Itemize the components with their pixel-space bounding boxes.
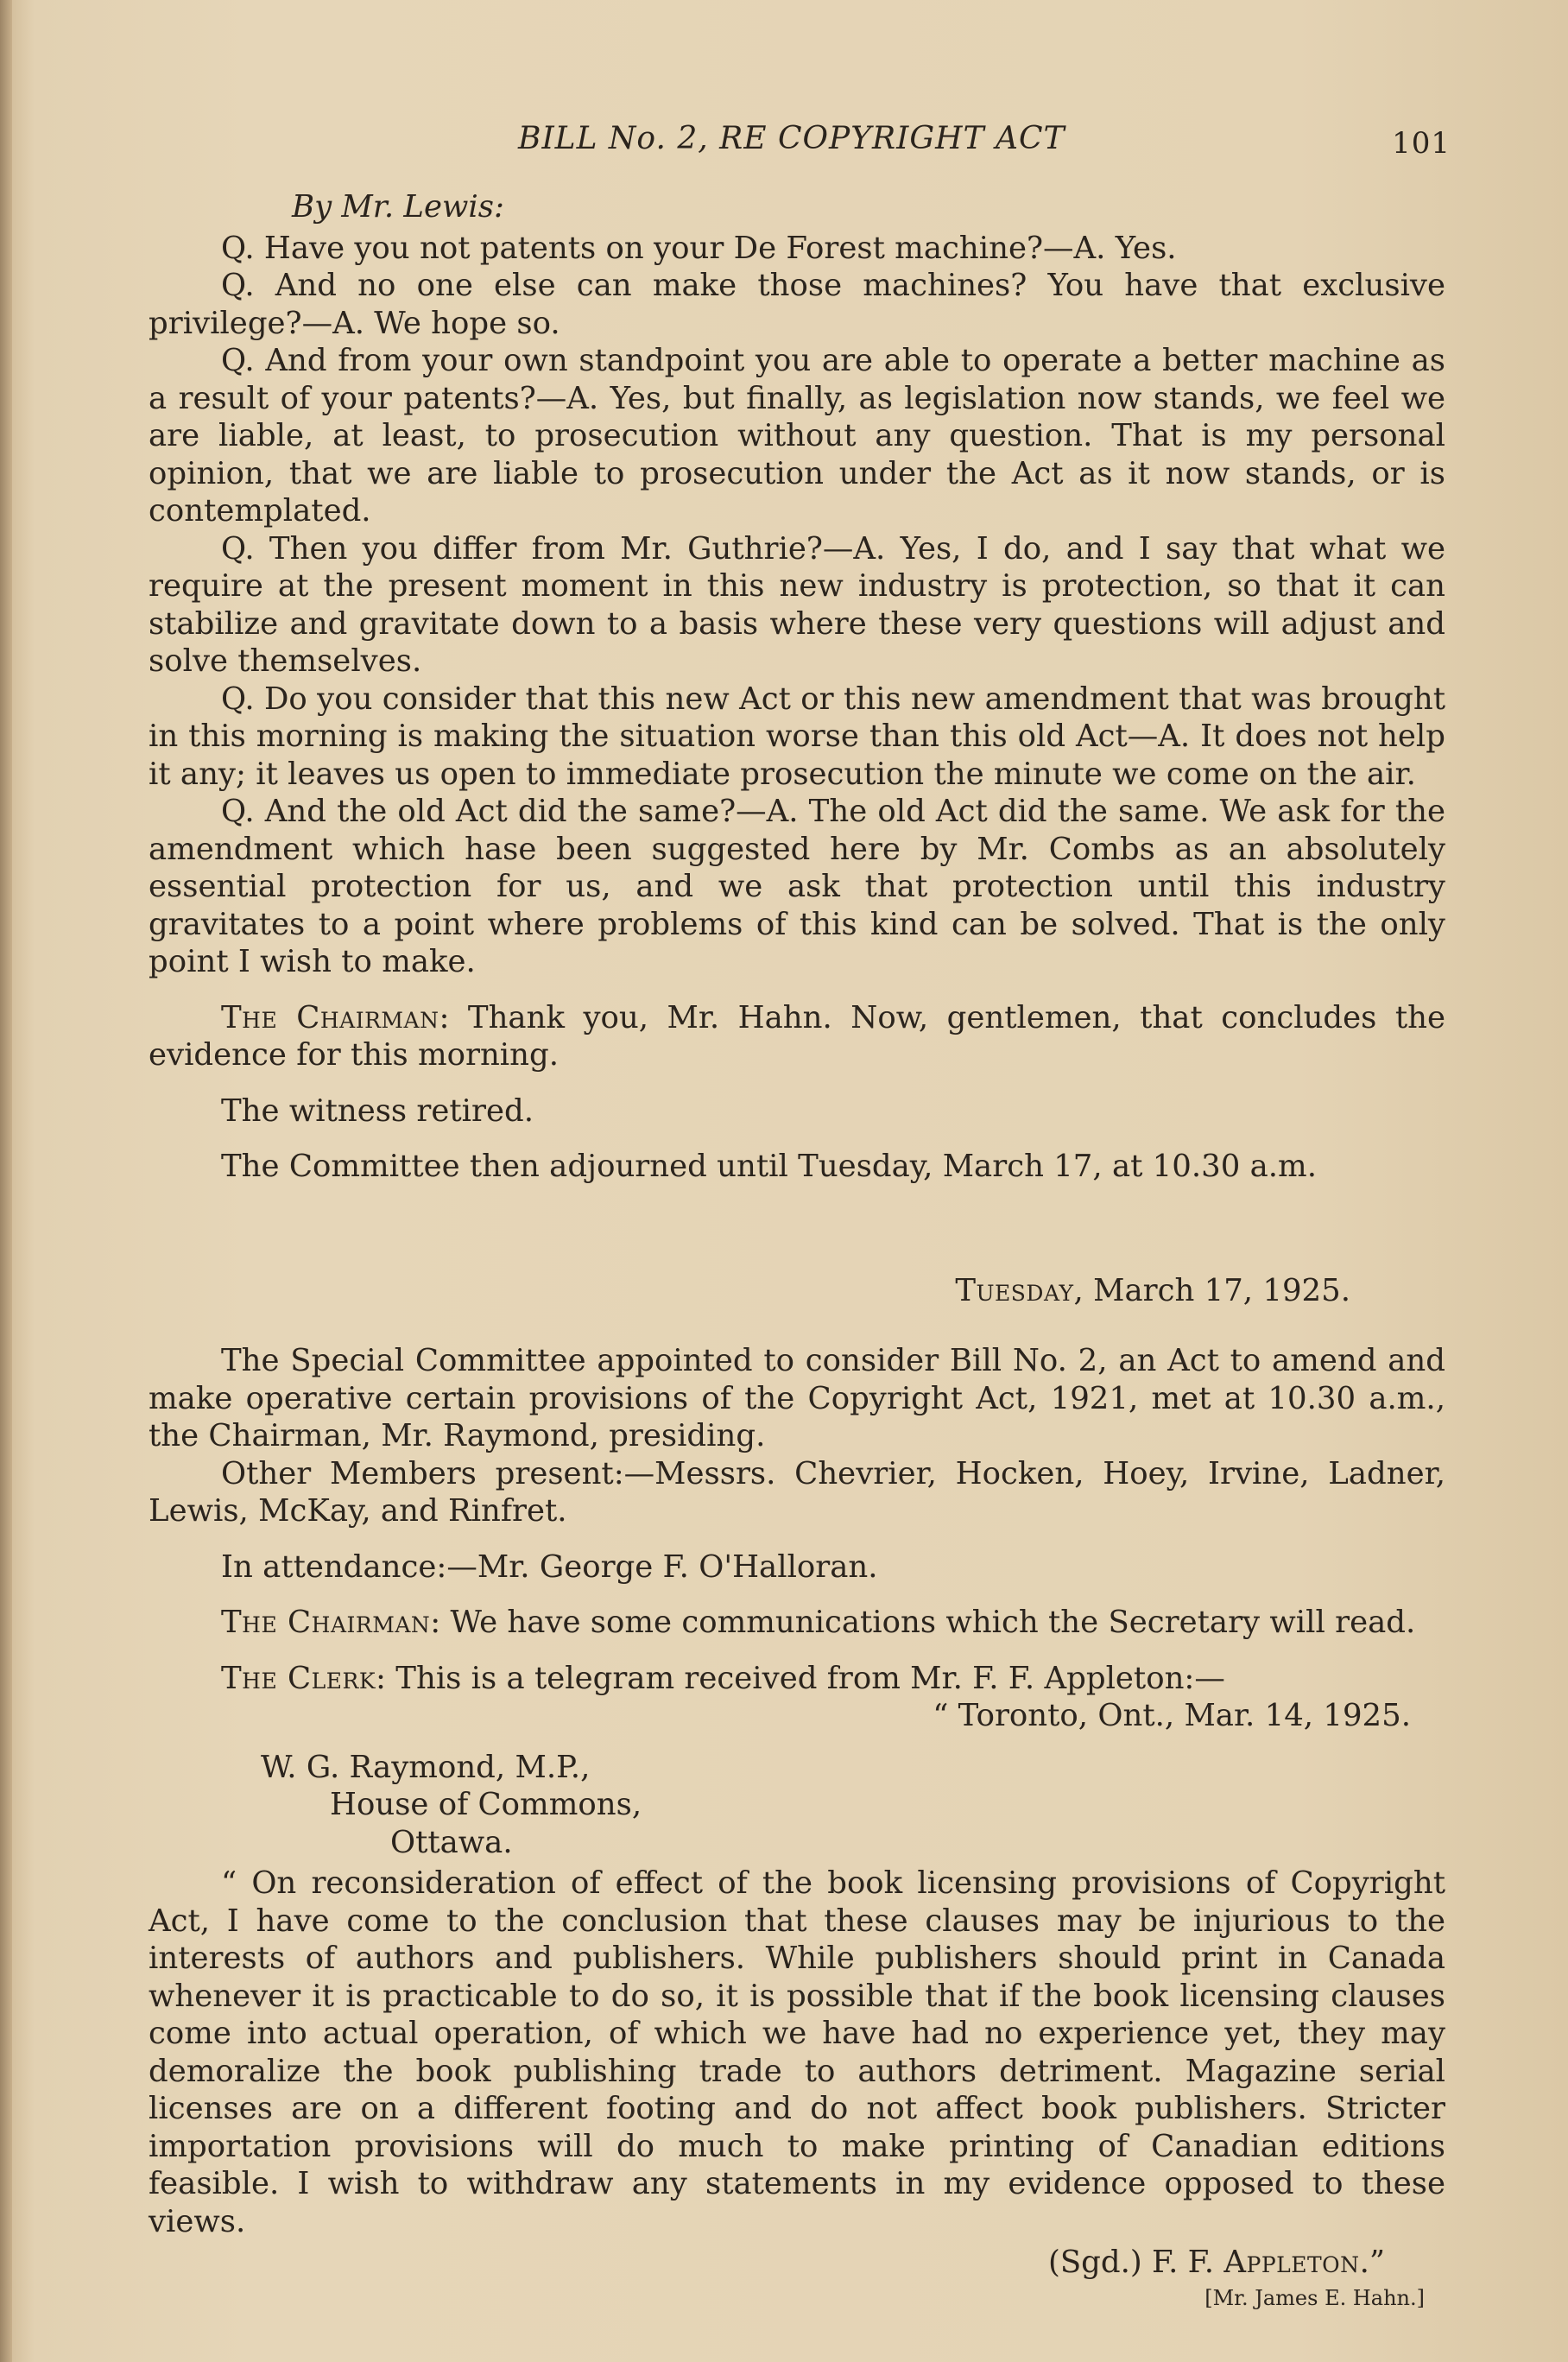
- telegram-addressee: W. G. Raymond, M.P.,: [261, 1749, 591, 1785]
- dateline-date: , March 17, 1925.: [1073, 1272, 1350, 1308]
- speaker-name: The Clerk: [221, 1660, 376, 1696]
- running-title: BILL No. 2, RE COPYRIGHT ACT: [518, 121, 1065, 156]
- qa-paragraph: Q. And from your own standpoint you are able to operate a better machine as a result of your patents?—A. Yes, but finally, as legislation now stands, we feel we are liable, at least, to prosecution without any question. That is my personal opinion, that we are liable to prosecution under the Act as it now stands, or is contemplated.: [149, 343, 1445, 529]
- page-binding-edge: [0, 0, 12, 2362]
- page-number: 101: [1392, 126, 1451, 161]
- qa-paragraph: Q. Have you not patents on your De Forest machine?—A. Yes.: [221, 230, 1177, 266]
- chairman-closing-remark: [149, 999, 1445, 1074]
- in-attendance: In attendance:—Mr. George F. O'Halloran.: [221, 1548, 878, 1585]
- remark-text: : This is a telegram received from Mr. F. F. Appleton:—: [376, 1660, 1225, 1696]
- session-dateline: [149, 1272, 1445, 1310]
- speaker-name: The Chairman: [221, 1605, 431, 1640]
- qa-paragraph: Q. And the old Act did the same?—A. The old Act did the same. We ask for the amendment which hase been suggested here by Mr. Combs as an absolutely essential protection for us, and we ask that protection until this industry gravitates to a point where problems of this kind can be solved. That is the only point I wish to make.: [149, 794, 1445, 979]
- signer-name: Appleton: [1223, 2245, 1360, 2280]
- qa-paragraph: Q. Do you consider that this new Act or this new amendment that was brought in this morning is making the situation worse than this old Act—A. It does not help it any; it leaves us open to immediate prosecution the minute we come on the air.: [149, 681, 1445, 792]
- page-body: [149, 188, 1445, 2311]
- qa-paragraph: Q. And no one else can make those machines? You have that exclusive privilege?—A. We hope so.: [149, 268, 1445, 341]
- telegram-body: “ On reconsideration of effect of the book licensing provisions of Copyright Act, I have come to the conclusion that these clauses may be injurious to the interests of authors and publishers. While publishers should print in Canada whenever it is practicable to do so, it is possible that if the book licensing clauses come into actual operation, of which we have had no experience yet, they may demoralize the book publishing trade to authors detriment. Magazine serial licenses are on a different footing and do not affect book publishers. Stricter importation provisions will do much to make printing of Canadian editions feasible. I wish to withdraw any statements in my evidence opposed to these views.: [149, 1865, 1445, 2239]
- signature-close: .”: [1359, 2245, 1385, 2280]
- speaker-name: The Chairman: [221, 999, 439, 1035]
- witness-footnote: [Mr. James E. Hahn.]: [1204, 2285, 1425, 2310]
- telegram-address-line: Ottawa.: [390, 1824, 513, 1860]
- qa-paragraph: Q. Then you differ from Mr. Guthrie?—A. Yes, I do, and I say that what we require at the present moment in this new industry is protection, so that it can stabilize and gravitate down to a basis where these very questions will adjust and solve themselves.: [149, 530, 1445, 679]
- remark-text: : We have some communications which the Secretary will read.: [430, 1605, 1416, 1640]
- byline: By Mr. Lewis:: [292, 189, 504, 225]
- witness-retired-note: The witness retired.: [221, 1092, 534, 1129]
- running-header: [518, 121, 1451, 164]
- signature-prefix: (Sgd.) F. F.: [1047, 2245, 1215, 2280]
- telegram-signature: [149, 2244, 1445, 2282]
- remark-text: : Thank you, Mr. Hahn. Now, gentlemen, that concludes the evidence for this morning.: [149, 999, 1445, 1073]
- members-present: Other Members present:—Messrs. Chevrier, Hocken, Hoey, Irvine, Ladner, Lewis, McKay, and Rinfret.: [149, 1455, 1445, 1529]
- clerk-remark: [149, 1660, 1445, 1698]
- chairman-opening-remark: [149, 1604, 1445, 1642]
- adjournment-note: The Committee then adjourned until Tuesday, March 17, at 10.30 a.m.: [221, 1149, 1317, 1184]
- dateline-day: Tuesday: [955, 1272, 1074, 1308]
- telegram-address-line: House of Commons,: [330, 1787, 642, 1822]
- session-opening: The Special Committee appointed to consider Bill No. 2, an Act to amend and make operative certain provisions of the Copyright Act, 1921, met at 10.30 a.m., the Chairman, Mr. Raymond, presiding.: [149, 1343, 1445, 1453]
- telegram-dateline: “ Toronto, Ont., Mar. 14, 1925.: [933, 1698, 1411, 1733]
